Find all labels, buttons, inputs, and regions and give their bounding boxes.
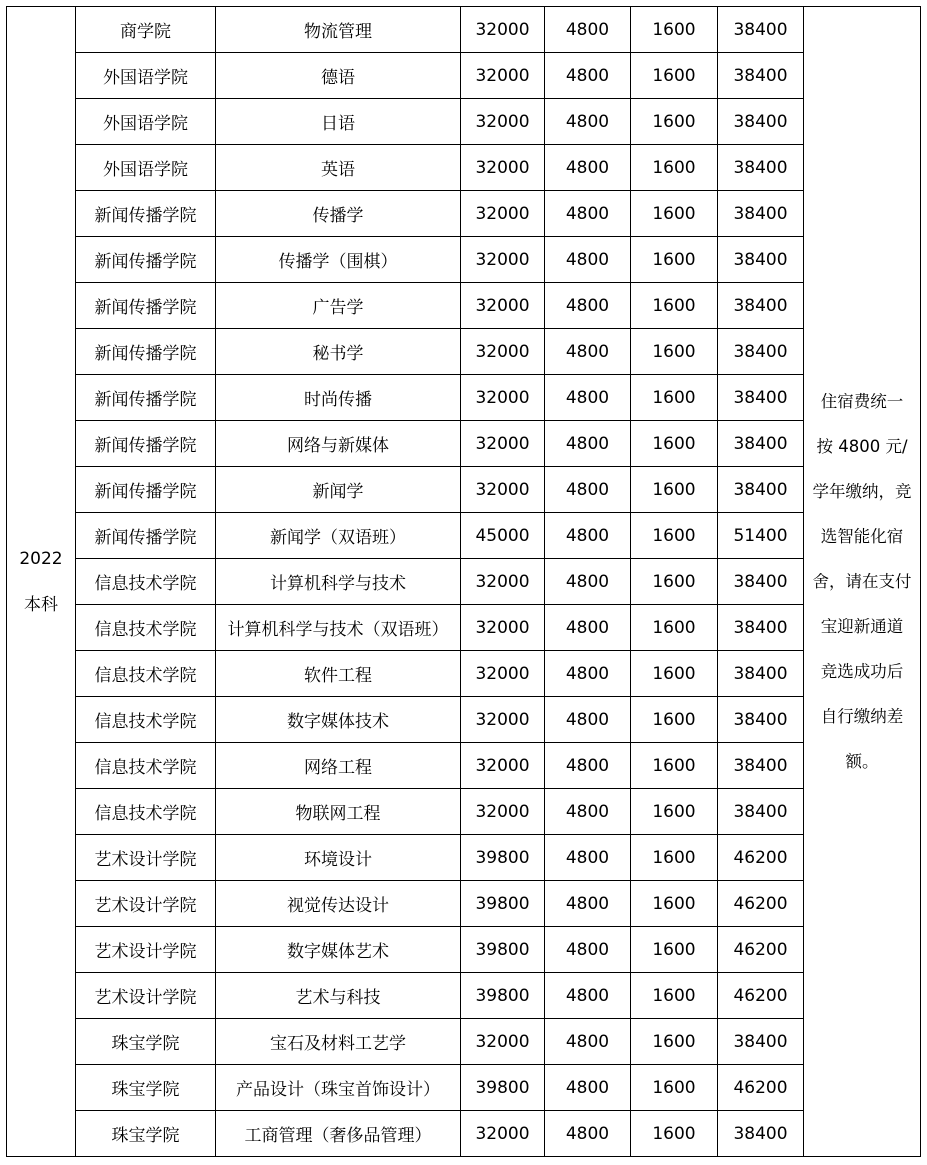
major-cell: 视觉传达设计 xyxy=(216,881,461,927)
lodging-cell: 4800 xyxy=(545,835,631,881)
other-fee-cell: 1600 xyxy=(631,99,718,145)
major-cell: 网络与新媒体 xyxy=(216,421,461,467)
lodging-cell: 4800 xyxy=(545,697,631,743)
note-line: 额。 xyxy=(845,752,879,771)
note-line: 自行缴纳差 xyxy=(820,707,904,726)
fee-table xyxy=(6,6,921,1157)
college-cell: 信息技术学院 xyxy=(76,743,216,789)
other-fee-cell: 1600 xyxy=(631,559,718,605)
year-level-cell xyxy=(7,7,76,1157)
tuition-cell: 39800 xyxy=(461,881,545,927)
table-row xyxy=(7,329,921,375)
year-label: 2022 xyxy=(19,548,63,569)
tuition-cell: 32000 xyxy=(461,421,545,467)
tuition-cell: 32000 xyxy=(461,7,545,53)
total-cell: 38400 xyxy=(718,375,804,421)
other-fee-cell: 1600 xyxy=(631,145,718,191)
other-fee-cell: 1600 xyxy=(631,53,718,99)
tuition-cell: 32000 xyxy=(461,743,545,789)
college-cell: 新闻传播学院 xyxy=(76,329,216,375)
lodging-cell: 4800 xyxy=(545,1111,631,1157)
tuition-cell: 32000 xyxy=(461,559,545,605)
other-fee-cell: 1600 xyxy=(631,927,718,973)
total-cell: 38400 xyxy=(718,421,804,467)
college-cell: 新闻传播学院 xyxy=(76,283,216,329)
total-cell: 38400 xyxy=(718,145,804,191)
table-row xyxy=(7,1065,921,1111)
table-row xyxy=(7,421,921,467)
table-row xyxy=(7,697,921,743)
college-cell: 信息技术学院 xyxy=(76,605,216,651)
other-fee-cell: 1600 xyxy=(631,467,718,513)
major-cell: 日语 xyxy=(216,99,461,145)
lodging-cell: 4800 xyxy=(545,145,631,191)
college-cell: 珠宝学院 xyxy=(76,1019,216,1065)
major-cell: 宝石及材料工艺学 xyxy=(216,1019,461,1065)
college-cell: 新闻传播学院 xyxy=(76,421,216,467)
total-cell: 38400 xyxy=(718,53,804,99)
college-cell: 信息技术学院 xyxy=(76,697,216,743)
college-cell: 外国语学院 xyxy=(76,53,216,99)
note-line: 住宿费统一 xyxy=(820,392,904,411)
tuition-cell: 32000 xyxy=(461,99,545,145)
major-cell: 秘书学 xyxy=(216,329,461,375)
college-cell: 新闻传播学院 xyxy=(76,375,216,421)
major-cell: 传播学 xyxy=(216,191,461,237)
accommodation-note-cell xyxy=(804,7,921,1157)
table-row xyxy=(7,283,921,329)
major-cell: 产品设计（珠宝首饰设计） xyxy=(216,1065,461,1111)
lodging-cell: 4800 xyxy=(545,1019,631,1065)
total-cell: 38400 xyxy=(718,1019,804,1065)
other-fee-cell: 1600 xyxy=(631,651,718,697)
table-row xyxy=(7,375,921,421)
college-cell: 新闻传播学院 xyxy=(76,513,216,559)
college-cell: 珠宝学院 xyxy=(76,1065,216,1111)
major-cell: 物联网工程 xyxy=(216,789,461,835)
table-row xyxy=(7,973,921,1019)
lodging-cell: 4800 xyxy=(545,283,631,329)
other-fee-cell: 1600 xyxy=(631,237,718,283)
major-cell: 数字媒体技术 xyxy=(216,697,461,743)
total-cell: 46200 xyxy=(718,835,804,881)
tuition-cell: 32000 xyxy=(461,651,545,697)
table-row xyxy=(7,467,921,513)
tuition-cell: 32000 xyxy=(461,789,545,835)
lodging-cell: 4800 xyxy=(545,559,631,605)
college-cell: 信息技术学院 xyxy=(76,651,216,697)
other-fee-cell: 1600 xyxy=(631,1111,718,1157)
note-line: 选智能化宿 xyxy=(820,527,904,546)
total-cell: 38400 xyxy=(718,789,804,835)
lodging-cell: 4800 xyxy=(545,191,631,237)
note-line: 竞选成功后 xyxy=(820,662,904,681)
note-line: 按 4800 元/ xyxy=(816,437,908,456)
college-cell: 艺术设计学院 xyxy=(76,973,216,1019)
other-fee-cell: 1600 xyxy=(631,191,718,237)
table-row xyxy=(7,1111,921,1157)
tuition-cell: 32000 xyxy=(461,191,545,237)
total-cell: 38400 xyxy=(718,283,804,329)
note-line: 舍，请在支付 xyxy=(812,572,912,591)
college-cell: 新闻传播学院 xyxy=(76,467,216,513)
table-row xyxy=(7,7,921,53)
college-cell: 新闻传播学院 xyxy=(76,237,216,283)
college-cell: 艺术设计学院 xyxy=(76,835,216,881)
college-cell: 信息技术学院 xyxy=(76,559,216,605)
table-row xyxy=(7,927,921,973)
major-cell: 艺术与科技 xyxy=(216,973,461,1019)
total-cell: 46200 xyxy=(718,1065,804,1111)
other-fee-cell: 1600 xyxy=(631,835,718,881)
major-cell: 时尚传播 xyxy=(216,375,461,421)
total-cell: 38400 xyxy=(718,7,804,53)
tuition-cell: 32000 xyxy=(461,1019,545,1065)
total-cell: 38400 xyxy=(718,559,804,605)
other-fee-cell: 1600 xyxy=(631,697,718,743)
tuition-cell: 39800 xyxy=(461,973,545,1019)
other-fee-cell: 1600 xyxy=(631,421,718,467)
major-cell: 网络工程 xyxy=(216,743,461,789)
major-cell: 环境设计 xyxy=(216,835,461,881)
lodging-cell: 4800 xyxy=(545,53,631,99)
lodging-cell: 4800 xyxy=(545,881,631,927)
tuition-cell: 32000 xyxy=(461,145,545,191)
college-cell: 商学院 xyxy=(76,7,216,53)
college-cell: 艺术设计学院 xyxy=(76,881,216,927)
table-row xyxy=(7,99,921,145)
other-fee-cell: 1600 xyxy=(631,329,718,375)
major-cell: 物流管理 xyxy=(216,7,461,53)
major-cell: 数字媒体艺术 xyxy=(216,927,461,973)
other-fee-cell: 1600 xyxy=(631,283,718,329)
total-cell: 38400 xyxy=(718,1111,804,1157)
table-row xyxy=(7,1019,921,1065)
college-cell: 外国语学院 xyxy=(76,145,216,191)
note-line: 学年缴纳，竞 xyxy=(812,482,912,501)
table-row xyxy=(7,743,921,789)
other-fee-cell: 1600 xyxy=(631,1065,718,1111)
lodging-cell: 4800 xyxy=(545,743,631,789)
tuition-cell: 39800 xyxy=(461,927,545,973)
tuition-cell: 45000 xyxy=(461,513,545,559)
other-fee-cell: 1600 xyxy=(631,881,718,927)
table-row xyxy=(7,191,921,237)
total-cell: 38400 xyxy=(718,99,804,145)
table-row xyxy=(7,835,921,881)
tuition-cell: 32000 xyxy=(461,375,545,421)
tuition-cell: 32000 xyxy=(461,237,545,283)
lodging-cell: 4800 xyxy=(545,927,631,973)
major-cell: 新闻学（双语班） xyxy=(216,513,461,559)
college-cell: 外国语学院 xyxy=(76,99,216,145)
lodging-cell: 4800 xyxy=(545,513,631,559)
major-cell: 广告学 xyxy=(216,283,461,329)
total-cell: 38400 xyxy=(718,467,804,513)
table-row xyxy=(7,605,921,651)
table-row xyxy=(7,513,921,559)
other-fee-cell: 1600 xyxy=(631,1019,718,1065)
college-cell: 新闻传播学院 xyxy=(76,191,216,237)
other-fee-cell: 1600 xyxy=(631,513,718,559)
lodging-cell: 4800 xyxy=(545,237,631,283)
other-fee-cell: 1600 xyxy=(631,973,718,1019)
other-fee-cell: 1600 xyxy=(631,743,718,789)
total-cell: 46200 xyxy=(718,927,804,973)
lodging-cell: 4800 xyxy=(545,651,631,697)
lodging-cell: 4800 xyxy=(545,973,631,1019)
total-cell: 38400 xyxy=(718,651,804,697)
total-cell: 38400 xyxy=(718,743,804,789)
major-cell: 软件工程 xyxy=(216,651,461,697)
college-cell: 珠宝学院 xyxy=(76,1111,216,1157)
lodging-cell: 4800 xyxy=(545,7,631,53)
table-row xyxy=(7,881,921,927)
table-row xyxy=(7,559,921,605)
tuition-cell: 32000 xyxy=(461,329,545,375)
lodging-cell: 4800 xyxy=(545,421,631,467)
total-cell: 38400 xyxy=(718,329,804,375)
major-cell: 新闻学 xyxy=(216,467,461,513)
total-cell: 38400 xyxy=(718,605,804,651)
tuition-cell: 39800 xyxy=(461,835,545,881)
lodging-cell: 4800 xyxy=(545,375,631,421)
tuition-cell: 32000 xyxy=(461,467,545,513)
table-row xyxy=(7,651,921,697)
major-cell: 计算机科学与技术 xyxy=(216,559,461,605)
tuition-cell: 32000 xyxy=(461,283,545,329)
fee-table-body xyxy=(7,7,921,1157)
tuition-cell: 32000 xyxy=(461,1111,545,1157)
college-cell: 信息技术学院 xyxy=(76,789,216,835)
total-cell: 46200 xyxy=(718,881,804,927)
lodging-cell: 4800 xyxy=(545,789,631,835)
total-cell: 46200 xyxy=(718,973,804,1019)
lodging-cell: 4800 xyxy=(545,329,631,375)
tuition-cell: 39800 xyxy=(461,1065,545,1111)
lodging-cell: 4800 xyxy=(545,99,631,145)
other-fee-cell: 1600 xyxy=(631,7,718,53)
major-cell: 传播学（围棋） xyxy=(216,237,461,283)
table-row xyxy=(7,145,921,191)
level-label: 本科 xyxy=(24,594,58,615)
lodging-cell: 4800 xyxy=(545,605,631,651)
other-fee-cell: 1600 xyxy=(631,375,718,421)
total-cell: 51400 xyxy=(718,513,804,559)
total-cell: 38400 xyxy=(718,191,804,237)
major-cell: 计算机科学与技术（双语班） xyxy=(216,605,461,651)
tuition-cell: 32000 xyxy=(461,697,545,743)
major-cell: 英语 xyxy=(216,145,461,191)
table-row xyxy=(7,789,921,835)
lodging-cell: 4800 xyxy=(545,467,631,513)
total-cell: 38400 xyxy=(718,237,804,283)
tuition-cell: 32000 xyxy=(461,605,545,651)
table-row xyxy=(7,53,921,99)
other-fee-cell: 1600 xyxy=(631,605,718,651)
table-row xyxy=(7,237,921,283)
other-fee-cell: 1600 xyxy=(631,789,718,835)
note-line: 宝迎新通道 xyxy=(820,617,904,636)
major-cell: 工商管理（奢侈品管理） xyxy=(216,1111,461,1157)
tuition-cell: 32000 xyxy=(461,53,545,99)
major-cell: 德语 xyxy=(216,53,461,99)
total-cell: 38400 xyxy=(718,697,804,743)
college-cell: 艺术设计学院 xyxy=(76,927,216,973)
lodging-cell: 4800 xyxy=(545,1065,631,1111)
